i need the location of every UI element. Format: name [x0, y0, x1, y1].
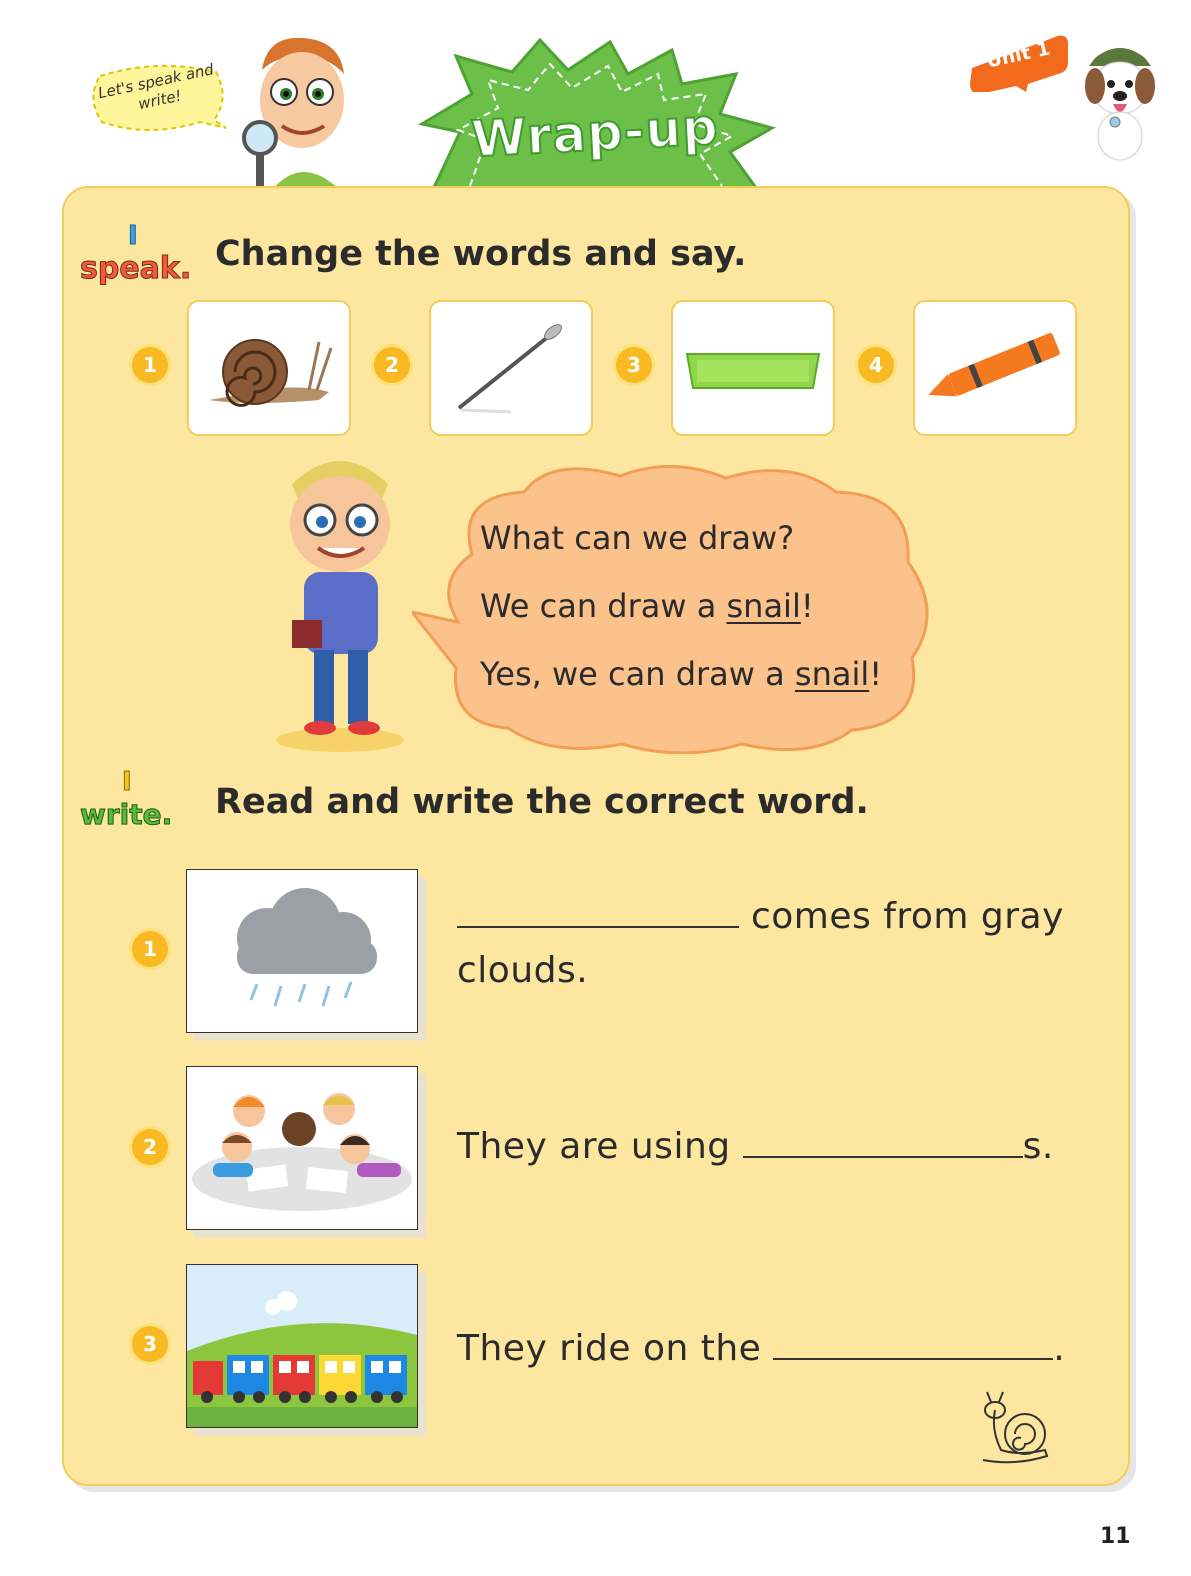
snail-doodle-icon [975, 1390, 1055, 1470]
speak-item-number: 4 [858, 347, 894, 383]
write-sentence-2: They are using s. [457, 1126, 1054, 1167]
write-item-number: 3 [132, 1326, 168, 1362]
kids-drawing-picture [187, 1067, 417, 1229]
svg-text:speak.: speak. [80, 251, 192, 286]
dialogue-line-3: Yes, we can draw a snail! [480, 655, 883, 693]
svg-text:write.: write. [80, 798, 173, 831]
svg-text:I: I [128, 221, 138, 251]
svg-text:I: I [122, 767, 132, 797]
nail-picture [431, 302, 591, 434]
speak-item-number: 1 [132, 347, 168, 383]
write-sentence-3: They ride on the . [457, 1328, 1066, 1369]
nail-picture-card [429, 300, 593, 436]
train-photo [186, 1264, 418, 1428]
write-sentence-1-line-1: comes from gray [457, 896, 1064, 937]
page-number: 11 [1100, 1524, 1131, 1549]
dialogue-line-2: We can draw a snail! [480, 587, 814, 625]
i-write-icon [78, 764, 208, 834]
tray-picture [673, 302, 833, 434]
snail-picture-card [187, 300, 351, 436]
crayon-picture [915, 302, 1075, 434]
crayon-picture-card [913, 300, 1077, 436]
unit-label: Unit 1 [984, 37, 1052, 73]
wrap-up-title: Wrap-up [469, 97, 721, 169]
boy-with-magnifier-illustration [232, 30, 362, 190]
write-item-number: 2 [132, 1129, 168, 1165]
dog-detective-illustration [1075, 40, 1165, 165]
answer-blank[interactable] [743, 1156, 1023, 1158]
snail-picture [189, 302, 349, 434]
write-sentence-1-line-2: clouds. [457, 950, 589, 991]
speak-section-title: Change the words and say. [215, 234, 747, 274]
kids-drawing-photo [186, 1066, 418, 1230]
speak-item-number: 2 [374, 347, 410, 383]
train-picture [187, 1265, 417, 1427]
write-section-title: Read and write the correct word. [215, 782, 869, 822]
dialogue-line-1: What can we draw? [480, 519, 795, 557]
speak-item-number: 3 [616, 347, 652, 383]
i-speak-icon [76, 218, 206, 288]
header-bubble-text: Let's speak and write! [96, 60, 216, 114]
rain-cloud-picture [187, 870, 417, 1032]
answer-blank[interactable] [773, 1358, 1053, 1360]
boy-with-glasses-illustration [270, 444, 420, 754]
dialogue-keyword: snail [794, 655, 870, 693]
rain-cloud-photo [186, 869, 418, 1033]
dialogue-keyword: snail [726, 587, 801, 625]
answer-blank[interactable] [457, 926, 739, 928]
tray-picture-card [671, 300, 835, 436]
write-item-number: 1 [132, 931, 168, 967]
